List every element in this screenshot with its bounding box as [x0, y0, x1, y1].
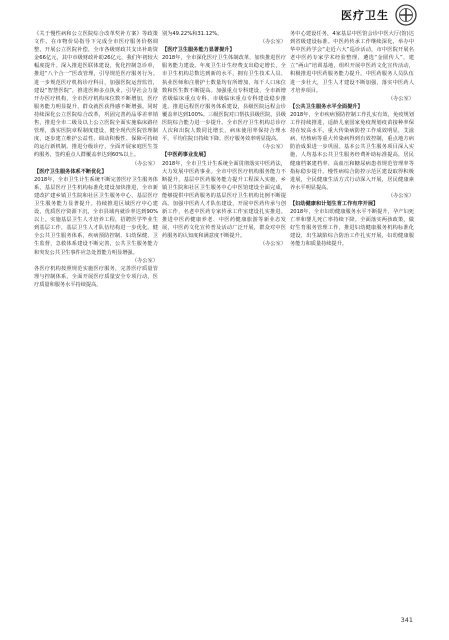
text-column-3 [290, 30, 414, 600]
text-column-2 [162, 30, 286, 600]
section-heading: 【妇幼健康和计划生育工作有序开展】 [290, 200, 379, 207]
source-note: （办公室） [260, 241, 286, 248]
source-note: （办公室） [132, 160, 158, 167]
source-note: （办公室） [388, 192, 414, 199]
section-heading: 【中医药事业发展】 [162, 152, 209, 159]
source-note: （办公室） [260, 39, 286, 46]
page-number: 341 [400, 616, 413, 624]
paragraph: 各医疗机构按照规范实施医疗服务，完善医疗质量管理与控制体系，全面开展医疗质量安全专项行动，医疗质量和服务水平持续提高。 [34, 265, 158, 288]
paragraph: 别为49.22%和31.12%。 [162, 31, 223, 37]
section-logo-icon [395, 4, 417, 26]
source-note: （办公室） [388, 95, 414, 102]
paragraph: 2018年，全市卫生计生系统全面贯彻落实中医药法，大力发展中医药事业。全市中医医疗机构服务能力不断提升，基层中医药服务能力提升工程深入实施，乡镇卫生院和社区卫生服务中心中医馆建设全面完成，能够提供中医药服务的基层医疗卫生机构比例不断提高。加强中医药人才队伍建设，开展中医药传承与创新工作，名老中医药专家传承工作室建设扎实推进。推进中医药健康养老、中医药健康旅游等新业态发展，中医药文化宣传普及活动广泛开展，群众对中医药服务的认知度和满意度不断提升。 [162, 160, 286, 240]
text-column-1 [34, 30, 158, 600]
section-heading: 【医疗卫生服务能力显著提升】 [162, 47, 235, 54]
paragraph: 2018年，全市妇幼健康服务水平不断提升，孕产妇死亡率和婴儿死亡率持续下降。全面落实两孩政策，做好生育服务管理工作，推进妇幼健康服务机构标准化建设，出生缺陷综合防治工作扎实开展，妇幼健康服务能力和质量持续提升。 [290, 209, 414, 248]
section-heading: 【医疗卫生服务体系不断优化】 [34, 168, 107, 175]
source-note: （办公室） [132, 257, 158, 264]
source-note: （办公室） [260, 144, 286, 151]
paragraph: 2018年，全市疾病预防控制工作扎实有效，免疫规划工作持续推进，适龄儿童国家免疫规划疫苗接种率保持在较高水平。重大传染病防控工作成效明显，艾滋病、结核病等重大传染病得到有效控制，重点地方病防治成果进一步巩固。基本公共卫生服务项目深入实施，人均基本公共卫生服务经费补助标准提高，居民健康档案建档率、高血压和糖尿病患者规范管理率等指标稳步提升。慢性病综合防控示范区建设取得积极进展，全民健康生活方式行动深入开展，居民健康素养水平明显提高。 [290, 111, 414, 191]
paragraph: 《关于慢性病和公立医院综合改革奖补方案》等政策文件。在市物价局指导下完成全市医疗服务价格调整，开展公立医院补偿，全市各级财政共支出补助资金66亿元，其中市级财政补助26亿元，我们年初较大幅度提升。深入推进医联体建设，优化控制急诊单，推进“八个合一”医改管理，引导规范医疗服务行为。进一步规范医疗机构诊疗科目，加强医院运营监管，建设“智慧医院”，推进医师多点执业，引导社会力量开办医疗机构，全市医疗机构床位数不断增加，医疗服务能力明显提升，群众就医获得感不断增强。同时持续深化公立医院综合改革，巩固完善药品零差率销售，推进全市二级及以上公立医院全面实施临床路径管理，落实医院章程制度建设，健全现代医院管理制度，逐步建立维护公益性、调动积极性、保障可持续的运行新机制。推进分级诊疗，全面开展家庭医生签约服务，签约重点人群覆盖率达到60%以上。 [34, 31, 158, 159]
page-header [0, 0, 449, 30]
section-title: 医疗卫生 [341, 9, 389, 22]
paragraph: 2018年，全市深化医疗卫生体制改革，加快推进医疗服务能力建设。年度卫生计生经费支出稳定增长，全市卫生机构总数达到新的水平，拥有卫生技术人员、执业医师和注册护士数量均有所增加，每千人口床位数和医生数不断提高。加强重点专科建设，全市新增省级临床重点专科，市级临床重点专科建设稳步推进。推进远程医疗服务体系建设，县级医院远程会诊覆盖率达到100%。三级医院对口帮扶县级医院，县级医院综合能力进一步提升。全市医疗卫生机构总诊疗人次和出院人数同比增长，病床使用率保持合理水平，平均住院日持续下降，医疗服务效率明显提高。 [162, 55, 286, 143]
paragraph: 2018年，全市卫生计生系统不断完善医疗卫生服务体系，基层医疗卫生机构标准化建设加快推进，全市新建改扩建乡镇卫生院和社区卫生服务中心，基层医疗卫生服务能力显著提升。持续推进区域医疗中心建设，优质医疗资源下沉，全市县域内就诊率达到90%以上。实施基层卫生人才培养工程，招聘医学毕业生到基层工作，基层卫生人才队伍结构进一步优化。健全公共卫生服务体系，疾病预防控制、妇幼保健、卫生监督、急救体系建设不断完善，公共卫生服务能力和突发公共卫生事件应急处置能力明显增强。 [34, 176, 158, 256]
paragraph: 务中心建设任务，4家基层中医馆会诊中医大厅(馆)达到省级建设标准。中医药传承工作继续深化，举办中华中医药学会“走近六大”巡诊活动，市中医院开展名老中医药专家学术经验整理，遴选“金匮传人”，建立“两山”培训基地，组织开展中医药文化宣传活动，积极推进中医药服务能力提升。中医药服务人员队伍进一步壮大，卫生人才建设不断加强，落实中医药人才培养项目。 [290, 31, 414, 94]
section-heading: 【公共卫生服务水平全面提升】 [290, 103, 363, 110]
